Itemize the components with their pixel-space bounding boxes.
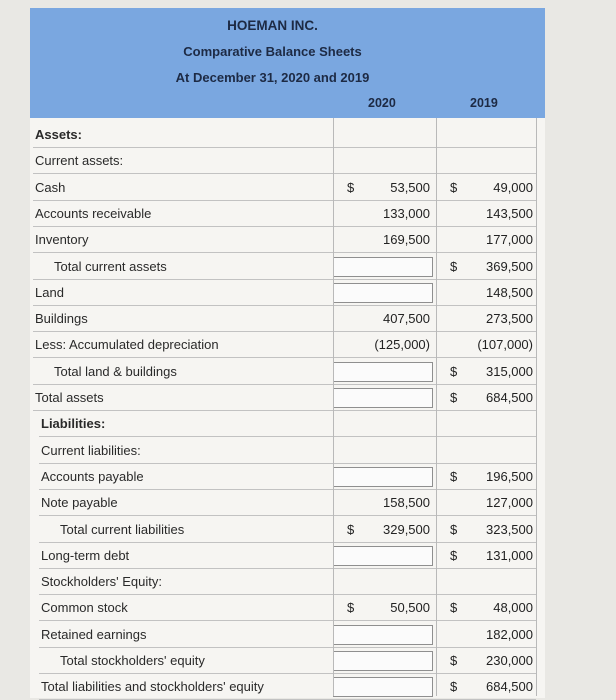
value-2020 bbox=[333, 520, 433, 540]
amount: 230,000 bbox=[486, 653, 533, 668]
answer-input-2020[interactable] bbox=[333, 388, 433, 408]
value-2019 bbox=[436, 598, 536, 618]
table-row bbox=[39, 595, 536, 621]
row-label: Stockholders' Equity: bbox=[41, 574, 162, 590]
statement-period: At December 31, 2020 and 2019 bbox=[175, 70, 370, 85]
column-divider bbox=[333, 118, 334, 696]
value-2019 bbox=[436, 283, 536, 303]
table-row bbox=[39, 543, 536, 569]
column-divider bbox=[536, 118, 537, 696]
amount: 323,500 bbox=[486, 521, 533, 537]
table-row bbox=[33, 148, 536, 174]
row-label: Assets: bbox=[35, 127, 82, 142]
table-row bbox=[33, 359, 536, 385]
dollar-sign: $ bbox=[450, 390, 458, 405]
value-2019 bbox=[436, 178, 536, 198]
row-label: Cash bbox=[35, 179, 66, 195]
dollar-sign: $ bbox=[347, 179, 355, 195]
table-row bbox=[39, 648, 536, 674]
answer-input-2020[interactable] bbox=[333, 467, 433, 487]
answer-input-2020[interactable] bbox=[333, 283, 433, 303]
amount: 148,500 bbox=[486, 284, 533, 300]
amount: 127,000 bbox=[486, 495, 533, 511]
row-label: Less: Accumulated depreciation bbox=[35, 337, 219, 353]
table-row bbox=[39, 517, 536, 543]
amount: 196,500 bbox=[486, 468, 533, 484]
table-row bbox=[33, 332, 536, 358]
dollar-sign: $ bbox=[450, 547, 458, 563]
amount: 169,500 bbox=[383, 232, 430, 248]
value-2020 bbox=[333, 598, 433, 618]
statement-title: Comparative Balance Sheets bbox=[183, 44, 362, 59]
answer-input-2020[interactable] bbox=[333, 677, 433, 697]
amount: 49,000 bbox=[493, 179, 533, 195]
table-row bbox=[33, 254, 536, 280]
value-2019 bbox=[436, 493, 536, 513]
amount: 684,500 bbox=[486, 679, 533, 695]
dollar-sign: $ bbox=[450, 258, 458, 274]
table-row bbox=[39, 464, 536, 490]
dollar-sign: $ bbox=[347, 521, 355, 537]
column-header-2019: 2019 bbox=[470, 96, 498, 110]
row-label: Note payable bbox=[41, 495, 118, 511]
value-2020 bbox=[333, 335, 433, 355]
table-row bbox=[39, 674, 536, 700]
table-row bbox=[39, 438, 536, 464]
row-label: Long-term debt bbox=[41, 547, 130, 563]
row-label: Accounts payable bbox=[41, 468, 144, 484]
row-label: Total liabilities and stockholders' equity bbox=[41, 679, 264, 695]
amount: 182,000 bbox=[486, 626, 533, 642]
answer-input-2020[interactable] bbox=[333, 257, 433, 277]
value-2019 bbox=[436, 625, 536, 645]
value-2019 bbox=[436, 335, 536, 355]
value-2020 bbox=[333, 230, 433, 250]
amount: 315,000 bbox=[486, 363, 533, 379]
dollar-sign: $ bbox=[450, 679, 458, 695]
row-label: Retained earnings bbox=[41, 626, 147, 642]
value-2019 bbox=[436, 677, 536, 697]
row-label: Total stockholders' equity bbox=[60, 653, 205, 668]
value-2019 bbox=[436, 651, 536, 671]
amount: 48,000 bbox=[493, 600, 533, 616]
company-name: HOEMAN INC. bbox=[227, 18, 318, 33]
row-label: Inventory bbox=[35, 232, 89, 248]
amount: 158,500 bbox=[383, 495, 430, 511]
dollar-sign: $ bbox=[347, 600, 355, 616]
value-2020 bbox=[333, 309, 433, 329]
dollar-sign: $ bbox=[450, 600, 458, 616]
value-2019 bbox=[436, 362, 536, 382]
dollar-sign: $ bbox=[450, 653, 458, 668]
value-2020 bbox=[333, 178, 433, 198]
table-row bbox=[39, 569, 536, 595]
row-label: Common stock bbox=[41, 600, 128, 616]
answer-input-2020[interactable] bbox=[333, 625, 433, 645]
table-row bbox=[33, 280, 536, 306]
amount: 53,500 bbox=[390, 179, 430, 195]
dollar-sign: $ bbox=[450, 179, 458, 195]
amount: 329,500 bbox=[383, 521, 430, 537]
table-row bbox=[39, 622, 536, 648]
answer-input-2020[interactable] bbox=[333, 651, 433, 671]
amount: 684,500 bbox=[486, 390, 533, 405]
table-row bbox=[33, 122, 536, 148]
row-label: Total land & buildings bbox=[54, 363, 177, 379]
value-2019 bbox=[436, 546, 536, 566]
amount: 50,500 bbox=[390, 600, 430, 616]
column-divider bbox=[436, 118, 437, 696]
row-label: Land bbox=[35, 284, 64, 300]
amount: 143,500 bbox=[486, 205, 533, 221]
sheet-header bbox=[30, 8, 545, 118]
amount: 177,000 bbox=[486, 232, 533, 248]
answer-input-2020[interactable] bbox=[333, 362, 433, 382]
value-2019 bbox=[436, 204, 536, 224]
amount: 369,500 bbox=[486, 258, 533, 274]
row-label: Current assets: bbox=[35, 153, 124, 169]
row-label: Current liabilities: bbox=[41, 442, 141, 458]
amount: (107,000) bbox=[477, 337, 533, 353]
row-label: Total current assets bbox=[54, 258, 167, 274]
value-2019 bbox=[436, 309, 536, 329]
value-2020 bbox=[333, 493, 433, 513]
value-2019 bbox=[436, 257, 536, 277]
value-2020 bbox=[333, 204, 433, 224]
value-2019 bbox=[436, 467, 536, 487]
amount: 133,000 bbox=[383, 205, 430, 221]
row-label: Accounts receivable bbox=[35, 205, 152, 221]
table-row bbox=[33, 175, 536, 201]
value-2019 bbox=[436, 230, 536, 250]
table-row bbox=[33, 227, 536, 253]
table-row bbox=[33, 201, 536, 227]
table-row bbox=[39, 411, 536, 437]
row-label: Buildings bbox=[35, 311, 88, 327]
column-header-2020: 2020 bbox=[368, 96, 396, 110]
answer-input-2020[interactable] bbox=[333, 546, 433, 566]
table-row bbox=[33, 306, 536, 332]
dollar-sign: $ bbox=[450, 521, 458, 537]
table-row bbox=[33, 385, 536, 411]
amount: (125,000) bbox=[374, 337, 430, 353]
value-2019 bbox=[436, 388, 536, 408]
dollar-sign: $ bbox=[450, 468, 458, 484]
row-label: Liabilities: bbox=[41, 416, 106, 432]
row-label: Total assets bbox=[35, 390, 104, 405]
dollar-sign: $ bbox=[450, 363, 458, 379]
amount: 273,500 bbox=[486, 311, 533, 327]
amount: 407,500 bbox=[383, 311, 430, 327]
table-row bbox=[39, 490, 536, 516]
value-2019 bbox=[436, 520, 536, 540]
amount: 131,000 bbox=[486, 547, 533, 563]
row-label: Total current liabilities bbox=[60, 521, 185, 537]
